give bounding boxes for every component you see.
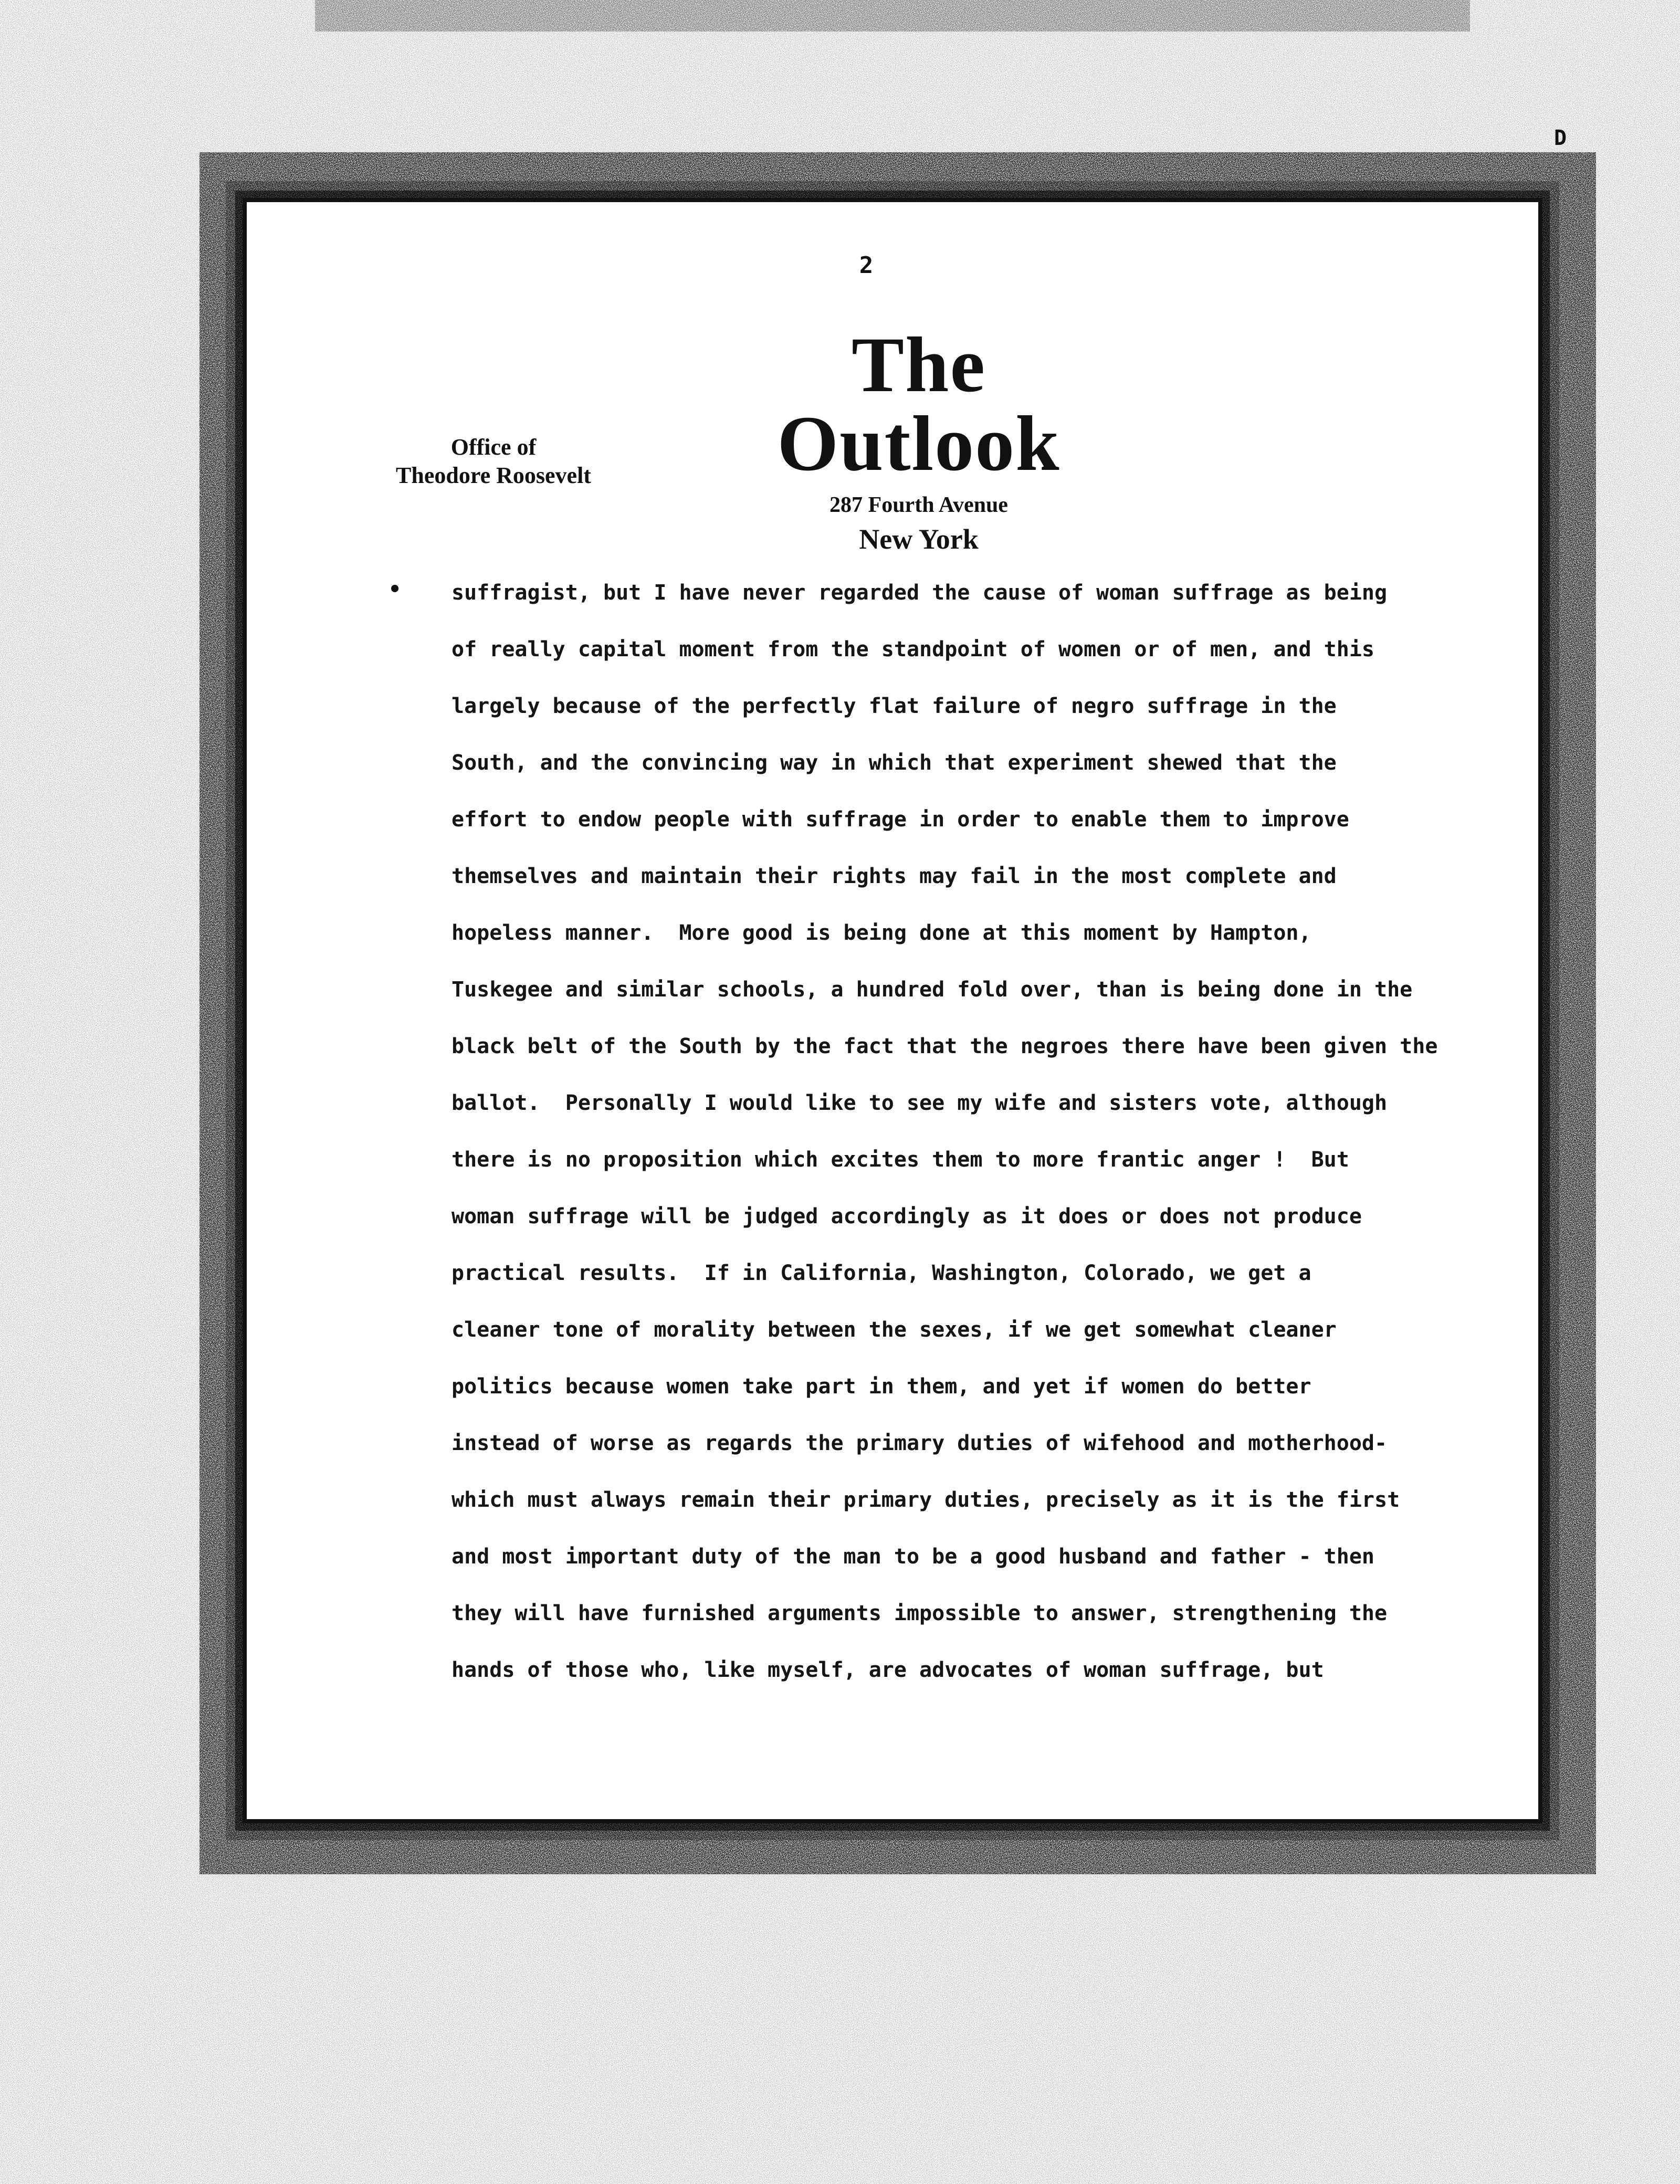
masthead-title-the: The (851, 321, 986, 408)
letter-body (452, 564, 1502, 1698)
body-line: hopeless manner. More good is being done at this moment by Hampton, (452, 921, 1311, 945)
body-line: instead of worse as regards the primary duties of wifehood and motherhood- (452, 1431, 1388, 1455)
page-number: 2 (859, 252, 874, 279)
body-line: which must always remain their primary duties, precisely as it is the first (452, 1488, 1400, 1512)
masthead-address: 287 Fourth Avenue (830, 493, 1008, 517)
body-line: there is no proposition which excites them to more frantic anger ! But (452, 1148, 1349, 1172)
masthead-city: New York (859, 523, 979, 555)
body-line: hands of those who, like myself, are advocates of woman suffrage, but (452, 1658, 1324, 1682)
body-line: cleaner tone of morality between the sexes, if we get somewhat cleaner (452, 1318, 1337, 1342)
masthead-title-main: Outlook (777, 400, 1060, 487)
body-line: effort to endow people with suffrage in order to enable them to improve (452, 807, 1349, 832)
bullet-mark: • (388, 578, 402, 602)
body-line: black belt of the South by the fact that the negroes there have been given the (452, 1034, 1438, 1058)
body-line: South, and the convincing way in which that experiment shewed that the (452, 751, 1337, 775)
body-line: suffragist, but I have never regarded the cause of woman suffrage as being (452, 581, 1388, 605)
body-line: ballot. Personally I would like to see my wife and sisters vote, although (452, 1091, 1388, 1115)
letterhead-masthead (709, 321, 1129, 555)
office-block (346, 433, 640, 490)
body-line: themselves and maintain their rights may fail in the most complete and (452, 864, 1337, 888)
body-line: woman suffrage will be judged accordingly as it does or does not produce (452, 1204, 1362, 1228)
body-line: they will have furnished arguments impossible to answer, strengthening the (452, 1601, 1388, 1625)
masthead-title (709, 321, 1129, 487)
body-line: practical results. If in California, Washington, Colorado, we get a (452, 1261, 1311, 1285)
body-line: of really capital moment from the standpoint of women or of men, and this (452, 637, 1374, 662)
corner-page-mark: D (1554, 126, 1567, 150)
body-line: politics because women take part in them, and yet if women do better (452, 1374, 1311, 1399)
office-line-1: Office of (450, 434, 537, 460)
office-line-2: Theodore Roosevelt (396, 463, 591, 488)
letter-sheet (247, 202, 1538, 1819)
body-line: Tuskegee and similar schools, a hundred fold over, than is being done in the (452, 978, 1413, 1002)
body-line: largely because of the perfectly flat failure of negro suffrage in the (452, 694, 1337, 718)
body-line: and most important duty of the man to be a good husband and father - then (452, 1545, 1374, 1569)
